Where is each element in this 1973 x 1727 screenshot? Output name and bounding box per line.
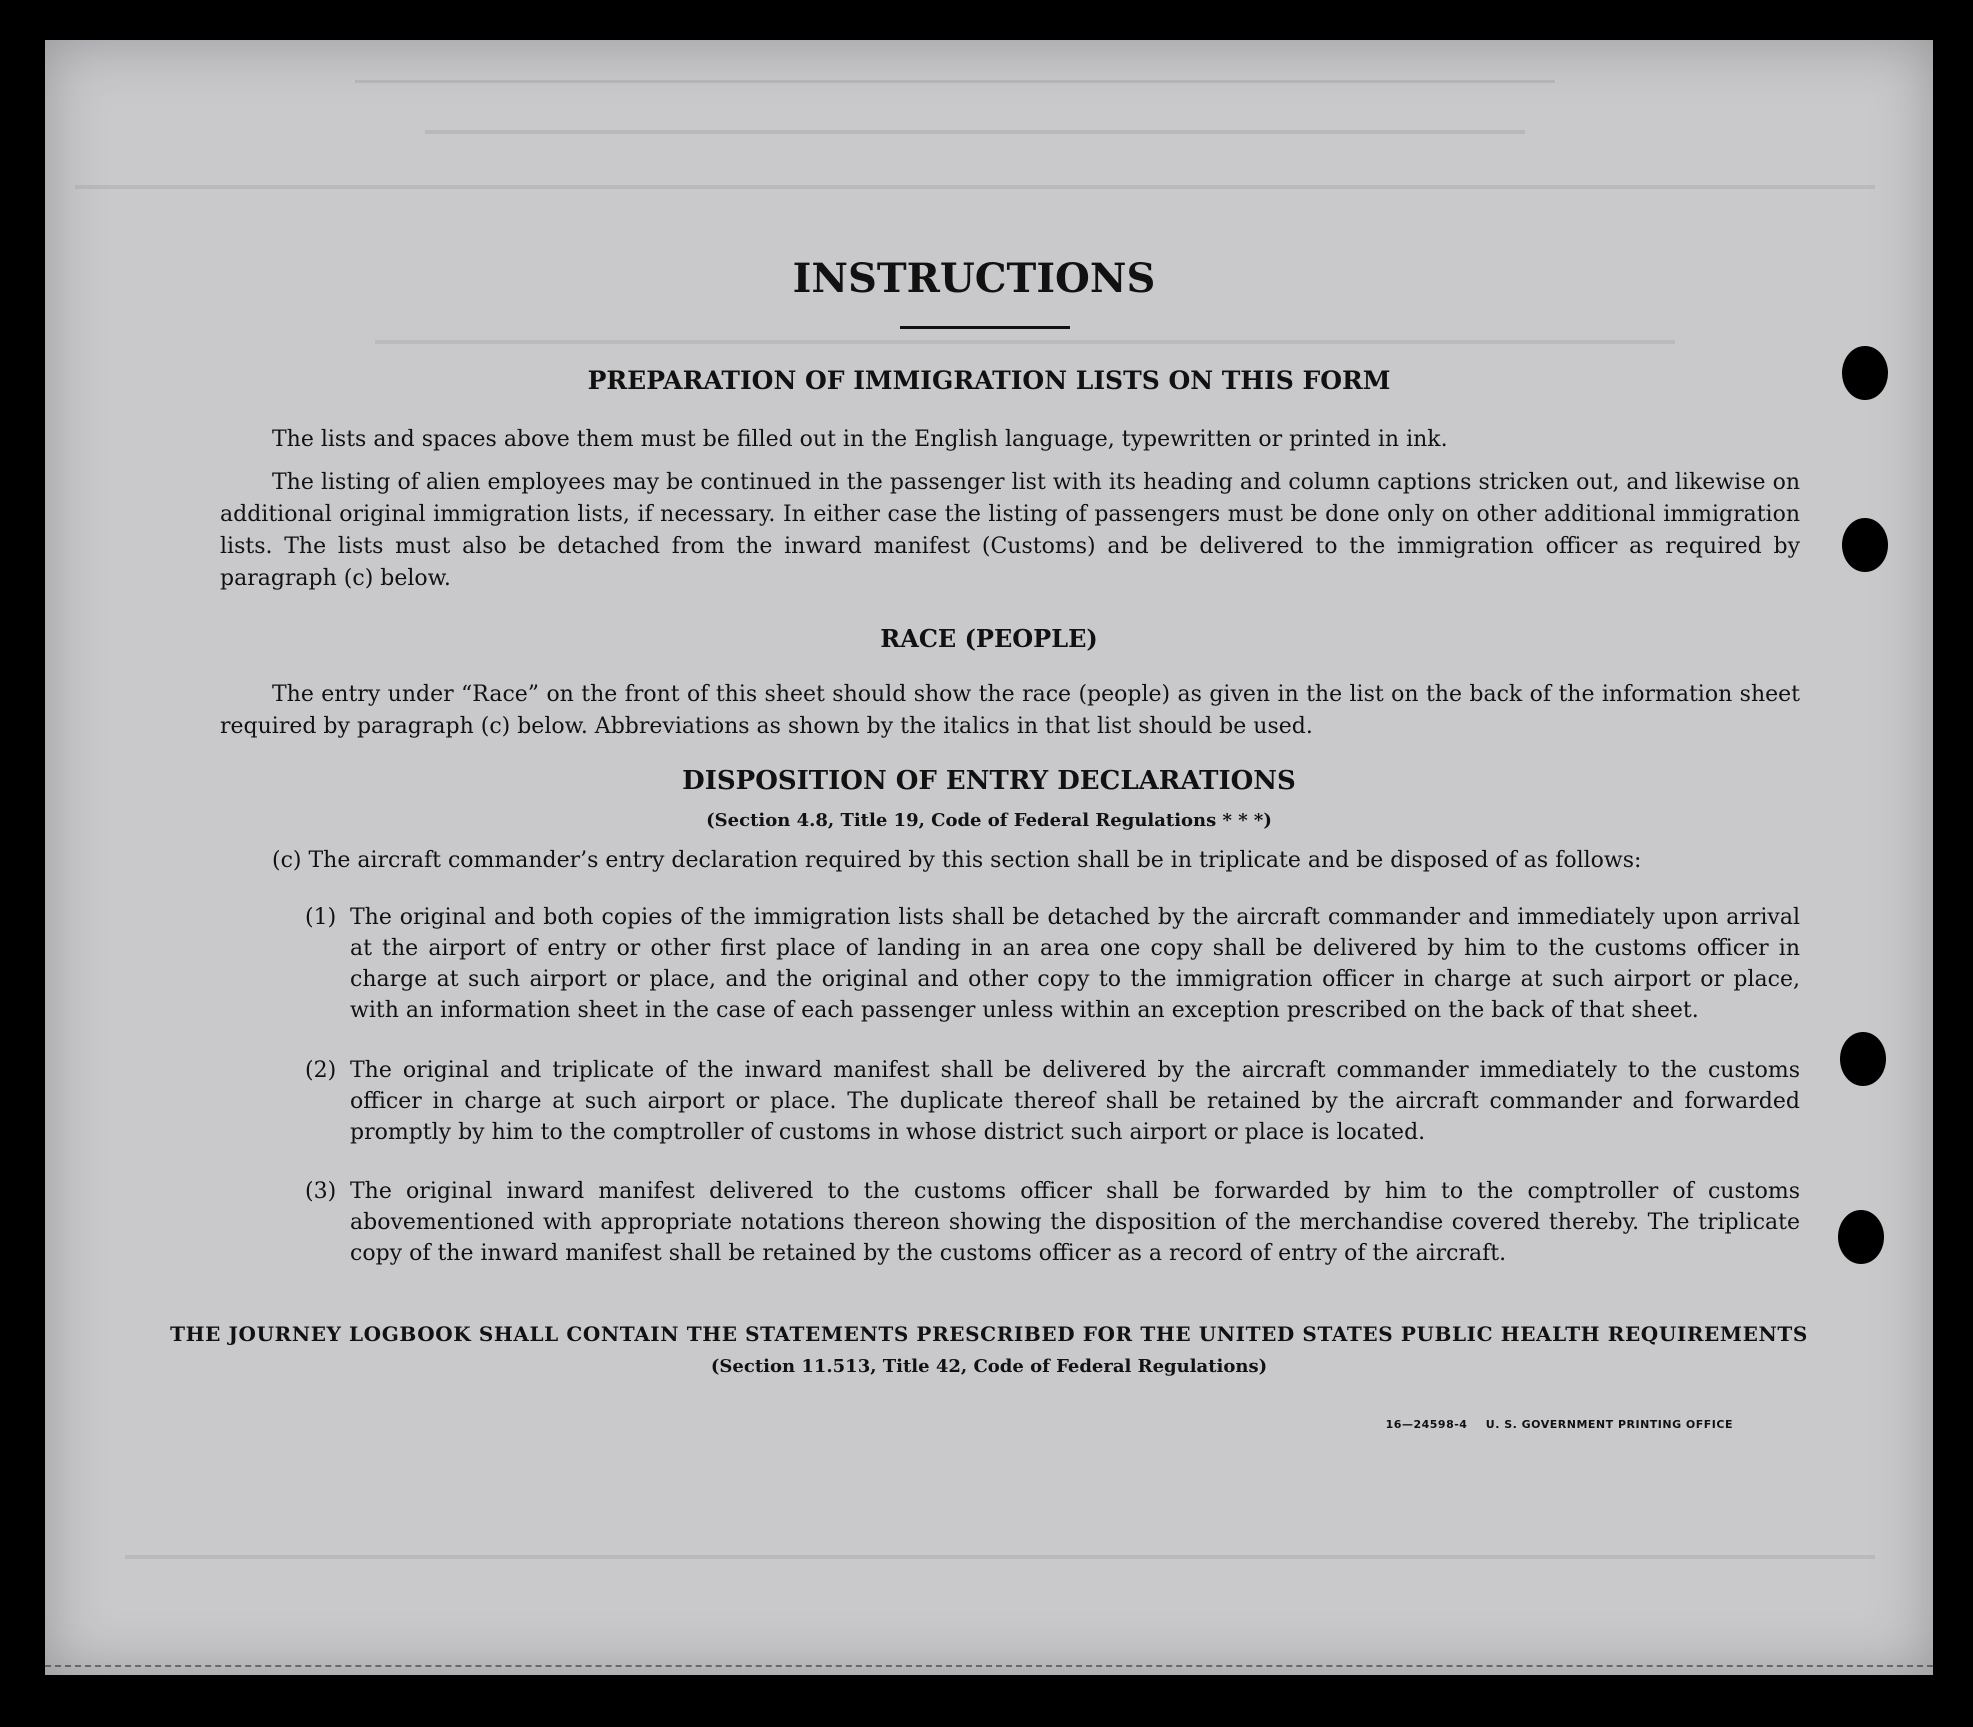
form-number: 16—24598-4	[1385, 1418, 1468, 1431]
bleed-through-mark	[75, 185, 1875, 189]
perforation-line	[45, 1665, 1933, 1667]
paragraph-race-entry: The entry under “Race” on the front of this sheet should show the race (people) as given in the list on the back of the information sheet required by paragraph (c) below. Abbreviations as shown by the italics in that list should be used.	[220, 682, 1800, 739]
printer-imprint	[1386, 1418, 1733, 1431]
paragraph-label: (c)	[272, 848, 302, 873]
punch-hole	[1838, 1210, 1884, 1264]
item-text: The original inward manifest delivered to the customs officer shall be forwarded by him to the comptroller of customs abovementioned with appropriate notations thereon showing the disposition of the merchandise covered thereby. The triplicate copy of the inward manifest shall be retained by the customs officer as a record of entry of the aircraft.	[350, 1179, 1800, 1266]
bleed-through-mark	[125, 1555, 1875, 1559]
document-page	[45, 40, 1933, 1675]
paragraph-alien-employees: The listing of alien employees may be continued in the passenger list with its heading and column captions stricken out, and likewise on additional original immigration lists, if necessary. In either case the listing of passengers must be done only on other additional immigration lists. The lists must also be detached from the inward manifest (Customs) and be delivered to the immigration officer as required by paragraph (c) below.	[220, 470, 1800, 591]
punch-hole	[1842, 518, 1888, 572]
paragraph-text: The aircraft commander’s entry declaration required by this section shall be in triplicate and be disposed of as follows:	[308, 848, 1642, 873]
item-number: (1)	[305, 905, 337, 930]
item-text: The original and triplicate of the inward manifest shall be delivered by the aircraft commander immediately to the customs officer in charge at such airport or place. The duplicate thereof shall be retained by the aircraft commander and forwarded promptly by him to the comptroller of customs in whose district such airport or place is located.	[350, 1058, 1800, 1145]
punch-hole	[1840, 1032, 1886, 1086]
bleed-through-mark	[375, 340, 1675, 344]
citation-title-19: (Section 4.8, Title 19, Code of Federal Regulations * * *)	[706, 810, 1272, 831]
document-title: INSTRUCTIONS	[792, 255, 1156, 302]
bleed-through-mark	[425, 130, 1525, 134]
heading-disposition: DISPOSITION OF ENTRY DECLARATIONS	[682, 766, 1296, 796]
paragraph-filling-language: The lists and spaces above them must be filled out in the English language, typewritten or printed in ink.	[272, 427, 1448, 452]
footer-health-requirements: THE JOURNEY LOGBOOK SHALL CONTAIN THE STATEMENTS PRESCRIBED FOR THE UNITED STATES PUBLIC HEALTH REQUIREMENTS	[170, 1322, 1808, 1346]
list-item	[305, 902, 1800, 1026]
printer-name: U. S. GOVERNMENT PRINTING OFFICE	[1485, 1418, 1733, 1431]
footer-citation-title-42: (Section 11.513, Title 42, Code of Federal Regulations)	[710, 1356, 1268, 1377]
item-number: (3)	[305, 1179, 337, 1204]
list-item	[305, 1055, 1800, 1148]
title-underline	[900, 326, 1070, 329]
paragraph-c-intro	[272, 845, 1812, 877]
heading-preparation: PREPARATION OF IMMIGRATION LISTS ON THIS FORM	[587, 366, 1391, 395]
item-number: (2)	[305, 1058, 337, 1083]
bleed-through-mark	[355, 80, 1555, 105]
list-item	[305, 1176, 1800, 1269]
item-text: The original and both copies of the immigration lists shall be detached by the aircraft commander and immediately upon arrival at the airport of entry or other first place of landing in an area one copy shall be delivered by him to the customs officer in charge at such airport or place, and the original and other copy to the immigration officer in charge at such airport or place, with an information sheet in the case of each passenger unless within an exception prescribed on the back of that sheet.	[350, 905, 1800, 1023]
heading-race: RACE (PEOPLE)	[880, 624, 1098, 653]
